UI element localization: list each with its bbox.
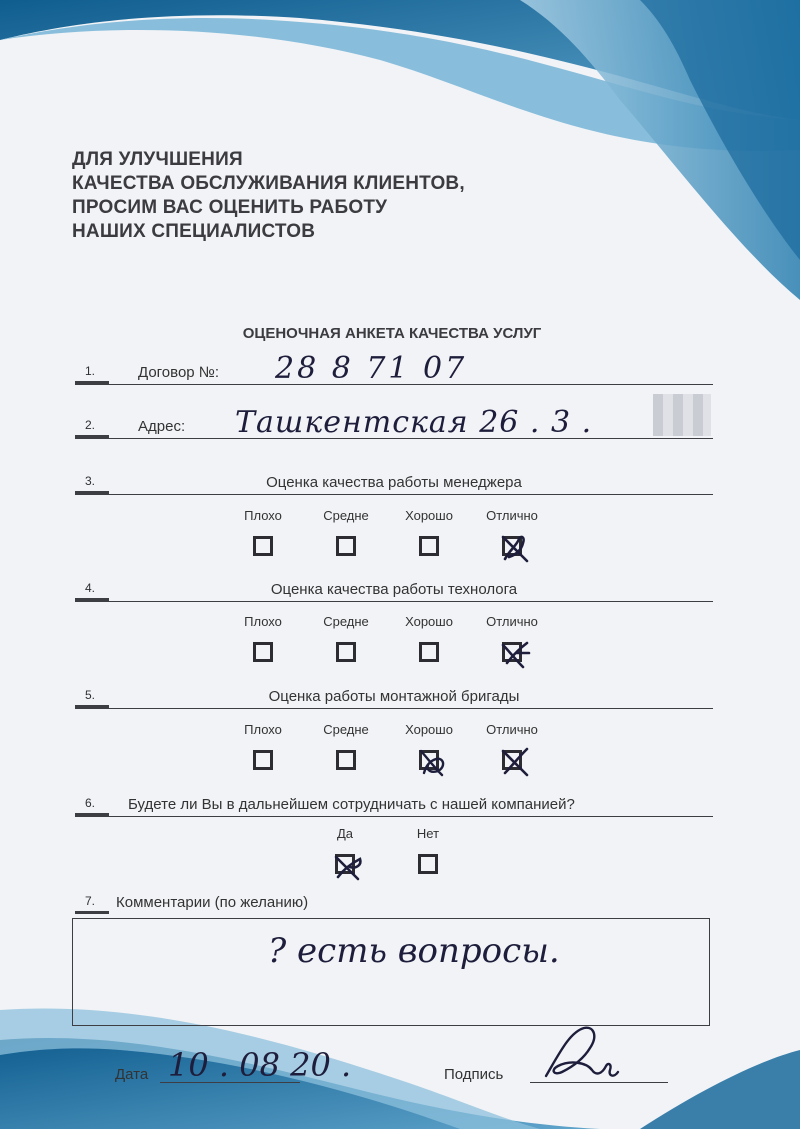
rating-manager-label: Оценка качества работы менеджера [266, 474, 522, 491]
intro-heading [72, 148, 465, 244]
checkbox-checked[interactable] [335, 854, 355, 874]
checkbox-checked[interactable] [502, 536, 522, 556]
checkbox[interactable] [253, 750, 273, 770]
rating-crew-label: Оценка работы монтажной бригады [268, 688, 520, 705]
checkbox[interactable] [253, 536, 273, 556]
address-value[interactable]: Ташкентская 26 . 3 . [235, 405, 593, 440]
cooperate-label: Будете ли Вы в дальнейшем сотрудничать с нашей компанией? [128, 796, 575, 813]
redacted-block [653, 394, 711, 436]
contract-label: Договор №: [138, 364, 220, 381]
check-mark-icon [499, 745, 531, 777]
comments-row [75, 890, 713, 914]
checkbox[interactable] [419, 536, 439, 556]
manager-option-excellent[interactable]: Отлично [477, 508, 547, 561]
technologist-option-bad[interactable]: Плохо [228, 614, 298, 667]
checkbox[interactable] [336, 642, 356, 662]
address-label: Адрес: [138, 418, 186, 435]
manager-option-good[interactable]: Хорошо [394, 508, 464, 561]
checkbox[interactable] [418, 854, 438, 874]
comments-label: Комментарии (по желанию) [116, 894, 309, 911]
contract-row [75, 351, 713, 386]
manager-option-bad[interactable]: Плохо [228, 508, 298, 561]
technologist-option-good[interactable]: Хорошо [394, 614, 464, 667]
rating-technologist-label: Оценка качества работы технолога [270, 581, 518, 598]
check-mark-icon [499, 637, 531, 669]
crew-option-average[interactable]: Средне [311, 722, 381, 775]
contract-value[interactable]: 28 8 71 07 [275, 351, 468, 386]
intro-line-4: НАШИХ СПЕЦИАЛИСТОВ [72, 221, 316, 242]
rating-technologist-number: 4. [75, 581, 109, 601]
comments-value: ? есть вопросы. [268, 931, 560, 971]
rating-crew-number: 5. [75, 688, 109, 708]
form-title: ОЦЕНОЧНАЯ АНКЕТА КАЧЕСТВА УСЛУГ [242, 325, 542, 342]
rating-technologist-row [75, 577, 713, 602]
crew-option-excellent[interactable]: Отлично [477, 722, 547, 775]
checkbox[interactable] [336, 750, 356, 770]
checkbox-checked[interactable] [502, 750, 522, 770]
address-number-label: 2. [75, 418, 109, 438]
check-mark-icon [499, 531, 531, 563]
date-label: Дата [115, 1066, 149, 1083]
signature-label: Подпись [444, 1066, 504, 1083]
intro-line-3: ПРОСИМ ВАС ОЦЕНИТЬ РАБОТУ [72, 197, 388, 218]
technologist-option-excellent[interactable]: Отлично [477, 614, 547, 667]
intro-line-2: КАЧЕСТВА ОБСЛУЖИВАНИЯ КЛИЕНТОВ, [72, 173, 465, 194]
checkbox-checked[interactable] [502, 642, 522, 662]
checkbox-checked[interactable] [419, 750, 439, 770]
rating-crew-row [75, 684, 713, 709]
checkbox[interactable] [419, 642, 439, 662]
intro-line-1: ДЛЯ УЛУЧШЕНИЯ [72, 149, 243, 170]
rating-manager-row [75, 470, 713, 495]
signature-drawing[interactable] [540, 1022, 620, 1086]
address-row [75, 405, 713, 440]
comments-number: 7. [75, 894, 109, 914]
cooperate-row [75, 792, 713, 817]
manager-option-average[interactable]: Средне [311, 508, 381, 561]
check-mark-icon [332, 849, 364, 881]
crew-option-good[interactable]: Хорошо [394, 722, 464, 775]
cooperate-number: 6. [75, 796, 109, 816]
date-value[interactable]: 10 . 08 20 . [168, 1046, 352, 1084]
rating-manager-number: 3. [75, 474, 109, 494]
technologist-option-average[interactable]: Средне [311, 614, 381, 667]
crew-option-bad[interactable]: Плохо [228, 722, 298, 775]
contract-number-label: 1. [75, 364, 109, 384]
cooperate-option-no[interactable]: Нет [393, 826, 463, 879]
comments-textarea[interactable] [72, 918, 710, 1026]
check-mark-icon [416, 745, 448, 777]
cooperate-option-yes[interactable]: Да [310, 826, 380, 879]
checkbox[interactable] [253, 642, 273, 662]
checkbox[interactable] [336, 536, 356, 556]
